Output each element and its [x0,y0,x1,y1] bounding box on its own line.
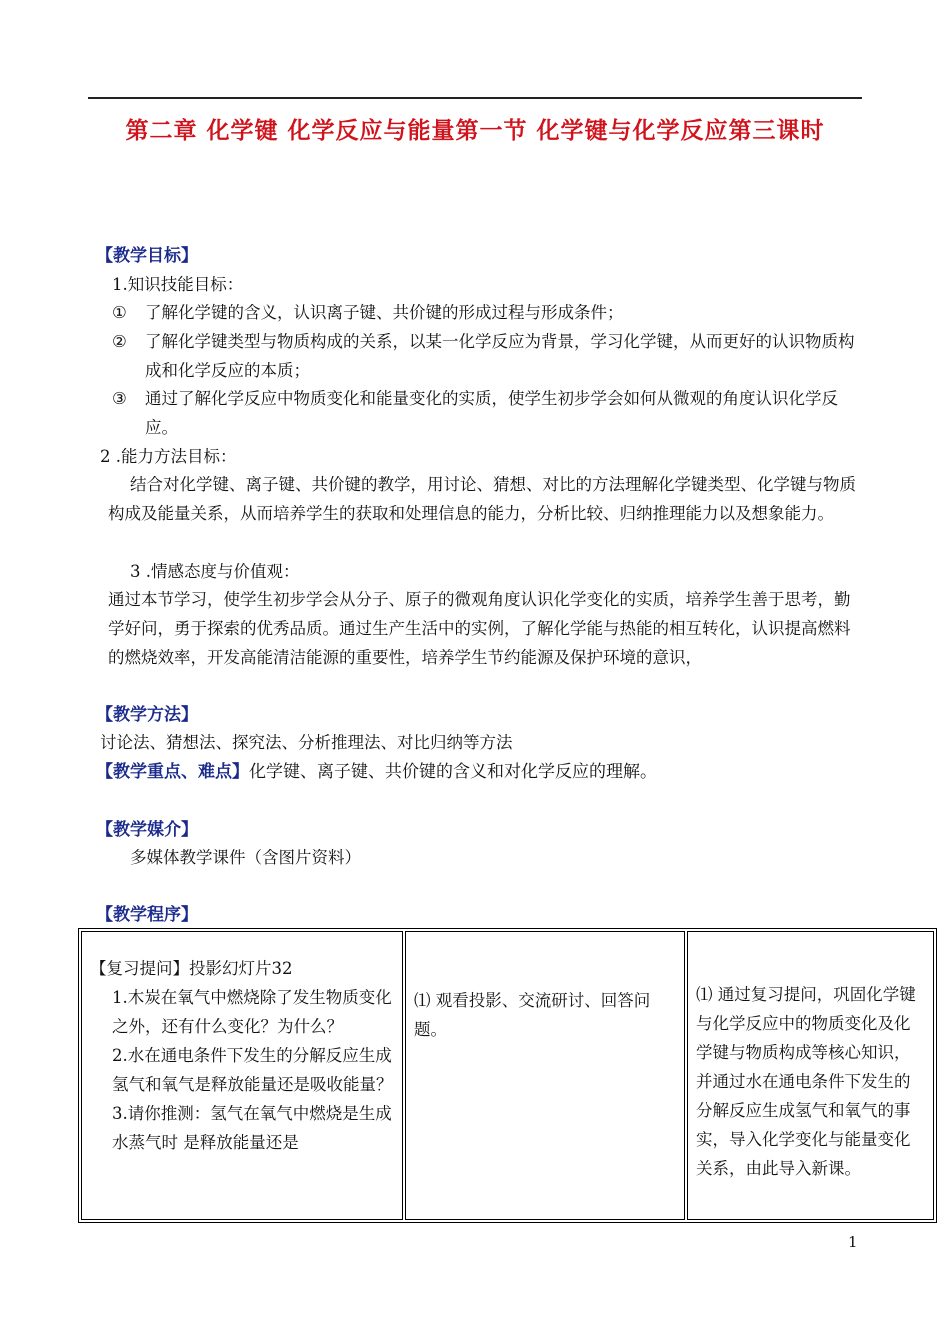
design-intent-text: ⑴ 通过复习提问，巩固化学键与化学反应中的物质变化及化学键与物质构成等核心知识，并通过水在通电条件下发生的分解反应生成氢气和氧气的事实，导入化学变化与能量变化关系，由此导入新课。 [696,985,916,1178]
ability-goal-label: 2 .能力方法目标： [100,447,237,466]
top-rule [88,97,862,99]
document-title: 第二章 化学键 化学反应与能量第一节 化学键与化学反应第三课时 [125,118,825,144]
review-question-2: 2.水在通电条件下发生的分解反应生成氢气和氧气是释放能量还是吸收能量？ [112,1046,393,1094]
media-text: 多媒体教学课件（含图片资料） [130,848,361,867]
knowledge-goal-label: 1.知识技能目标： [112,275,244,294]
objective-item-2: 了解化学键类型与物质构成的关系，以某一化学反应为背景，学习化学键，从而更好的认识物质构成和化学反应的本质； [145,332,855,380]
objectives-heading: 【教学目标】 [96,246,198,266]
emotion-goal-text: 通过本节学习，使学生初步学会从分子、原子的微观角度认识化学变化的实质，培养学生善于思考，勤学好问，勇于探索的优秀品质。通过生产生活中的实例，了解化学能与热能的相互转化，认识提高燃料的燃烧效率，开发高能清洁能源的重要性，培养学生节约能源及保护环境的意识， [108,590,851,667]
objective-item-3: 通过了解化学反应中物质变化和能量变化的实质，使学生初步学会如何从微观的角度认识化学反应。 [145,389,838,437]
review-question-3: 3.请你推测：氢气在氧气中燃烧是生成水蒸气时 是释放能量还是 [112,1104,392,1152]
key-points-line [96,760,657,784]
objective-marker-1: ① [112,303,127,322]
table-row [81,931,934,1220]
design-intent-cell [687,931,934,1220]
methods-heading: 【教学方法】 [96,705,198,725]
review-question-1: 1.木炭在氧气中燃烧除了发生物质变化之外，还有什么变化？为什么？ [112,988,392,1036]
objective-marker-3: ③ [112,389,127,408]
procedure-table [78,928,937,1223]
key-points-heading: 【教学重点、难点】 [96,762,249,782]
student-activity-text: ⑴ 观看投影、交流研讨、回答问题。 [414,991,651,1039]
student-activity-cell [405,931,685,1220]
media-heading: 【教学媒介】 [96,820,198,840]
emotion-goal-label: 3 .情感态度与价值观： [130,562,300,581]
key-points-text: 化学键、离子键、共价键的含义和对化学反应的理解。 [249,762,657,782]
objective-item-1: 了解化学键的含义，认识离子键、共价键的形成过程与形成条件； [145,303,624,322]
page-number: 1 [848,1233,858,1251]
ability-goal-text: 结合对化学键、离子键、共价键的教学，用讨论、猜想、对比的方法理解化学键类型、化学键与物质构成及能量关系，从而培养学生的获取和处理信息的能力，分析比较、归纳推理能力以及想象能力。 [108,475,856,523]
procedure-heading: 【教学程序】 [96,905,198,925]
methods-text: 讨论法、猜想法、探究法、分析推理法、对比归纳等方法 [100,733,513,752]
teacher-activity-cell [81,931,403,1220]
review-heading: 【复习提问】投影幻灯片32 [90,959,293,978]
objective-marker-2: ② [112,332,127,351]
